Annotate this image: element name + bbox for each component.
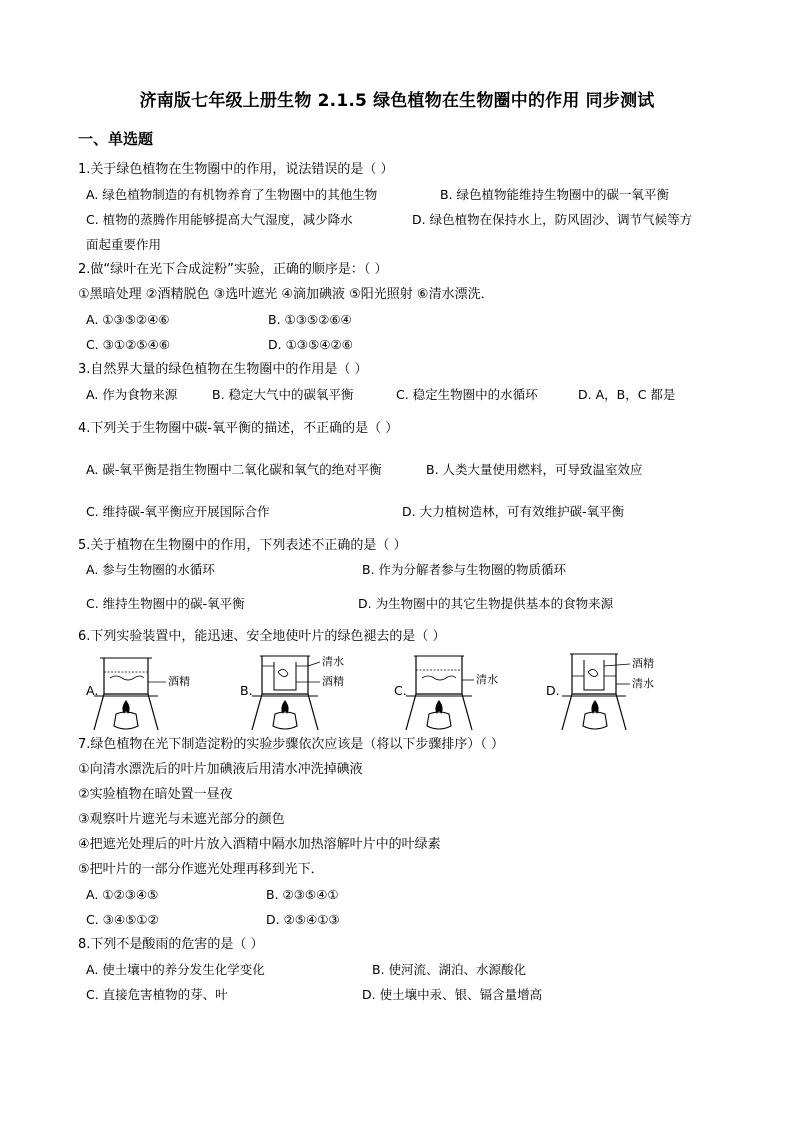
- question-3-stem: 3.自然界大量的绿色植物在生物圈中的作用是（ ）: [78, 362, 368, 377]
- question-7-stem: 7.绿色植物在光下制造淀粉的实验步骤依次应该是（将以下步骤排序）（ ）: [78, 737, 505, 752]
- page-title: 济南版七年级上册生物 2.1.5 绿色植物在生物圈中的作用 同步测试: [139, 91, 655, 111]
- question-3-option-c: C. 稳定生物圈中的水循环: [396, 387, 538, 402]
- question-3-option-d: D. A，B，C 都是: [578, 387, 676, 402]
- question-2-option-c: C. ③①②⑤④⑥: [86, 337, 170, 352]
- question-7-step-4: ④把遮光处理后的叶片放入酒精中隔水加热溶解叶片中的叶绿素: [78, 837, 441, 852]
- apparatus-figure-c: [394, 652, 514, 732]
- figure-d-label-2: 清水: [632, 677, 654, 690]
- question-8-option-d: D. 使土壤中汞、银、镉含量增高: [362, 987, 543, 1002]
- question-5-option-b: B. 作为分解者参与生物圈的物质循环: [362, 562, 567, 577]
- question-1-option-b: B. 绿色植物能维持生物圈中的碳一氧平衡: [440, 187, 670, 202]
- question-3-option-b: B. 稳定大气中的碳氧平衡: [212, 387, 354, 402]
- question-2-option-a: A. ①③⑤②④⑥: [86, 312, 170, 327]
- question-2-stem: 2.做“绿叶在光下合成淀粉”实验，正确的顺序是：（ ）: [78, 262, 388, 277]
- question-1-option-d: D. 绿色植物在保持水上，防风固沙、调节气候等方: [412, 212, 693, 227]
- apparatus-figure-b: [240, 652, 360, 732]
- question-7-option-c: C. ③④⑤①②: [86, 912, 159, 927]
- question-4-option-b: B. 人类大量使用燃料，可导致温室效应: [426, 462, 643, 477]
- question-4-option-d: D. 大力植树造林，可有效维护碳-氧平衡: [402, 504, 625, 519]
- question-7-step-1: ①向清水漂洗后的叶片加碘液后用清水冲洗掉碘液: [78, 762, 363, 777]
- apparatus-c-drawing: [394, 652, 514, 732]
- question-1-stem: 1.关于绿色植物在生物圈中的作用，说法错误的是（ ）: [78, 162, 394, 177]
- question-3-option-a: A. 作为食物来源: [86, 387, 178, 402]
- figure-b-label-1: 清水: [322, 655, 344, 668]
- figure-d-letter: D.: [546, 683, 560, 698]
- question-5-stem: 5.关于植物在生物圈中的作用，下列表述不正确的是（ ）: [78, 538, 407, 553]
- figure-c-letter: C.: [394, 683, 407, 698]
- question-8-option-b: B. 使河流、湖泊、水源酸化: [372, 962, 527, 977]
- question-7-step-2: ②实验植物在暗处置一昼夜: [78, 787, 233, 802]
- question-8-option-c: C. 直接危害植物的芽、叶: [86, 987, 228, 1002]
- apparatus-figure-d: [546, 652, 666, 732]
- figure-a-letter: A.: [86, 683, 99, 698]
- question-7-step-5: ⑤把叶片的一部分作遮光处理再移到光下．: [78, 862, 324, 877]
- section-heading: 一、单选题: [78, 130, 154, 148]
- apparatus-d-drawing: [546, 652, 666, 732]
- question-1-option-c: C. 植物的蒸腾作用能够提高大气湿度，减少降水: [86, 212, 353, 227]
- question-2-steps: ①黑暗处理 ②酒精脱色 ③选叶遮光 ④滴加碘液 ⑤阳光照射 ⑥清水漂洗．: [78, 287, 494, 302]
- apparatus-b-drawing: [240, 652, 360, 732]
- figure-c-label: 清水: [476, 673, 498, 686]
- apparatus-figure-a: [86, 652, 206, 732]
- question-7-option-a: A. ①②③④⑤: [86, 887, 159, 902]
- figure-b-label-2: 酒精: [322, 675, 344, 688]
- question-4-stem: 4.下列关于生物圈中碳-氧平衡的描述，不正确的是（ ）: [78, 421, 399, 436]
- question-4-option-a: A. 碳-氧平衡是指生物圈中二氧化碳和氧气的绝对平衡: [86, 462, 382, 477]
- apparatus-a-drawing: [86, 652, 206, 732]
- question-7-option-d: D. ②⑤④①③: [266, 912, 340, 927]
- question-1-option-a: A. 绿色植物制造的有机物养育了生物圈中的其他生物: [86, 187, 378, 202]
- question-8-option-a: A. 使土壤中的养分发生化学变化: [86, 962, 265, 977]
- question-8-stem: 8.下列不是酸雨的危害的是（ ）: [78, 937, 264, 952]
- question-1-option-d-continued: 面起重要作用: [86, 237, 162, 252]
- question-4-option-c: C. 维持碳-氧平衡应开展国际合作: [86, 504, 270, 519]
- figure-d-label-1: 酒精: [632, 657, 654, 670]
- question-5-option-c: C. 维持生物圈中的碳-氧平衡: [86, 596, 245, 611]
- question-5-option-d: D. 为生物圈中的其它生物提供基本的食物来源: [358, 596, 614, 611]
- question-2-option-d: D. ①③⑤④②⑥: [268, 337, 353, 352]
- figure-a-label: 酒精: [168, 675, 190, 688]
- question-6-stem: 6.下列实验装置中，能迅速、安全地使叶片的绿色褪去的是（ ）: [78, 629, 446, 644]
- question-7-step-3: ③观察叶片遮光与未遮光部分的颜色: [78, 812, 285, 827]
- question-2-option-b: B. ①③⑤②⑥④: [268, 312, 352, 327]
- question-7-option-b: B. ②③⑤④①: [266, 887, 339, 902]
- question-5-option-a: A. 参与生物圈的水循环: [86, 562, 215, 577]
- figure-b-letter: B.: [240, 683, 253, 698]
